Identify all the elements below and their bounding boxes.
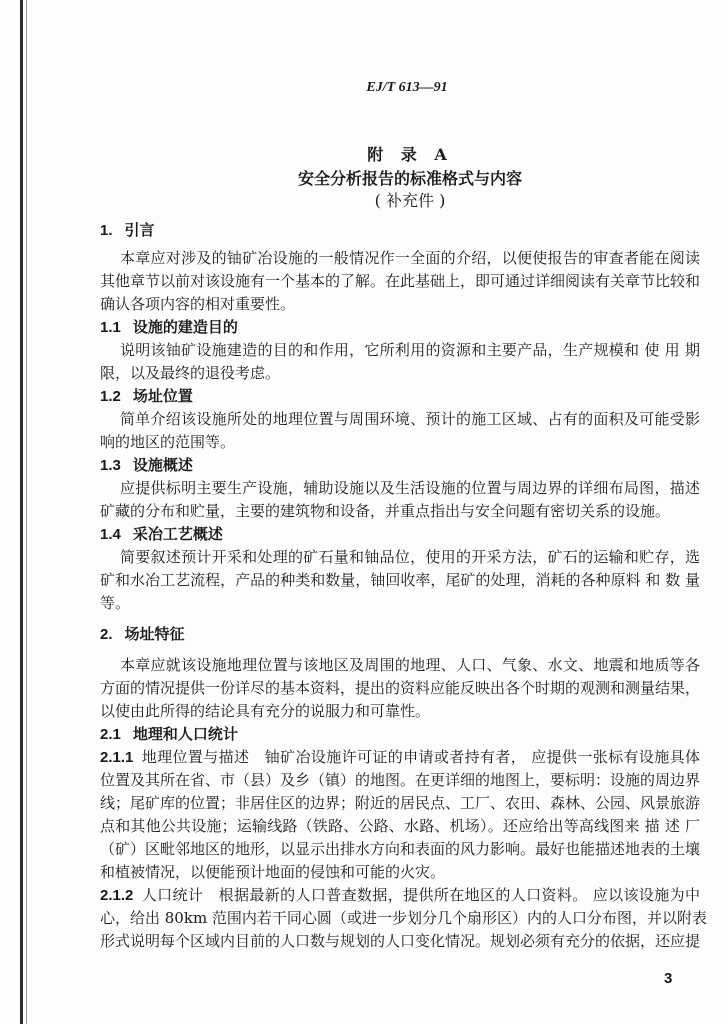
section-heading — [100, 455, 700, 476]
appendix-label: 附 录 A — [367, 145, 453, 164]
section-title: 采冶工艺概述 — [132, 525, 223, 543]
clause-number: 2.1.2 — [100, 887, 134, 904]
clause-text: 地理位置与描述 铀矿冶设施许可证的申请或者持有者， 应提供一张标有设施具体 — [141, 748, 700, 766]
paragraph-line: 应提供标明主要生产设施，辅助设施以及生活设施的位置与周边界的详细布局图，描述 — [120, 479, 700, 497]
appendix-subtitle: ( 补充件 ) — [374, 191, 446, 210]
paragraph-line: 简单介绍该设施所处的地理位置与周围环境、预计的施工区域、占有的面积及可能受影 — [120, 410, 700, 428]
section-number: 1.3 — [100, 457, 121, 474]
paragraph-line: 本章应对涉及的铀矿冶设施的一般情况作一全面的介绍，以便使报告的审查者能在阅读 — [120, 249, 700, 267]
paragraph-line: 矿和水冶工艺流程，产品的种类和数量，铀回收率，尾矿的处理，消耗的各种原料 和 数 量 — [100, 571, 700, 589]
section-number: 1. — [100, 222, 113, 239]
paragraph-line: 心，给出 80km 范围内若干同心圆（或进一步划分几个扇形区）内的人口分布图，并以附表 — [100, 909, 707, 927]
paragraph-line: 以使由此所得的结论具有充分的说服力和可靠性。 — [100, 702, 431, 720]
section-number: 1.4 — [100, 526, 121, 543]
clause-number: 2.1.1 — [100, 749, 134, 766]
section-heading — [100, 386, 700, 407]
paragraph-line: （矿）区毗邻地区的地形，以显示出排水方向和表面的风力影响。最好也能描述地表的土壤 — [100, 840, 701, 858]
section-number: 1.2 — [100, 388, 121, 405]
paragraph-line: 线；尾矿库的位置；非居住区的边界；附近的居民点、工厂、农田、森林、公园、风景旅游 — [100, 794, 701, 812]
paragraph-line: 位置及其所在省、市（县）及乡（镇）的地图。在更详细的地图上，要标明：设施的周边界 — [100, 771, 701, 789]
paragraph-line — [100, 885, 700, 906]
paragraph-line: 响的地区的范围等。 — [100, 433, 236, 451]
section-number: 2.1 — [100, 726, 121, 743]
scan-edge-shadow — [26, 0, 27, 1024]
section-heading — [100, 317, 700, 338]
paragraph-line: 说明该铀矿设施建造的目的和作用，它所利用的资源和主要产品，生产规模和 使 用 期 — [120, 341, 700, 359]
paragraph-line: 点和其他公共设施；运输线路（铁路、公路、水路、机场）。还应给出等高线图来 描 述 厂 — [100, 817, 700, 835]
paragraph-line: 等。 — [100, 594, 131, 612]
page-number: 3 — [664, 970, 673, 987]
section-heading — [100, 624, 700, 645]
paragraph-line: 本章应就该设施地理位置与该地区及周围的地理、人口、气象、水文、地震和地质等各 — [120, 656, 700, 674]
paragraph-line: 矿藏的分布和贮量，主要的建筑物和设备，并重点指出与安全问题有密切关系的设施。 — [100, 502, 671, 520]
section-heading — [100, 524, 700, 545]
section-number: 2. — [100, 626, 113, 643]
section-heading — [100, 724, 700, 745]
section-title: 设施的建造目的 — [132, 318, 238, 336]
paragraph-line: 其他章节以前对该设施有一个基本的了解。在此基础上，即可通过详细阅读有关章节比较和 — [100, 272, 701, 290]
paragraph-line: 形式说明每个区域内目前的人口数与规划的人口变化情况。规划必须有充分的依据，还应提 — [100, 932, 701, 950]
paragraph-line: 和植被情况，以便能预计地面的侵蚀和可能的火灾。 — [100, 863, 446, 881]
paragraph-line: 确认各项内容的相对重要性。 — [100, 295, 296, 313]
paragraph-line: 方面的情况提供一份详尽的基本资料，提出的资料应能反映出各个时期的观测和测量结果， — [100, 679, 701, 697]
section-title: 设施概述 — [132, 456, 193, 474]
section-title: 地理和人口统计 — [132, 725, 238, 743]
section-title: 引言 — [124, 221, 155, 239]
paragraph-line — [100, 747, 700, 768]
scan-edge-line — [20, 0, 23, 1024]
paragraph-line: 限，以及最终的退役考虑。 — [100, 364, 281, 382]
section-title: 场址位置 — [132, 387, 193, 405]
section-title: 场址特征 — [124, 625, 185, 643]
section-heading — [100, 220, 700, 241]
clause-text: 人口统计 根据最新的人口普查数据，提供所在地区的人口资料。 应以该设施为中 — [141, 886, 700, 904]
appendix-title: 安全分析报告的标准格式与内容 — [297, 169, 522, 188]
paragraph-line: 简要叙述预计开采和处理的矿石量和铀品位，使用的开采方法，矿石的运输和贮存，选 — [120, 548, 700, 566]
section-number: 1.1 — [100, 319, 121, 336]
standard-code-header: EJ/T 613—91 — [366, 80, 448, 95]
